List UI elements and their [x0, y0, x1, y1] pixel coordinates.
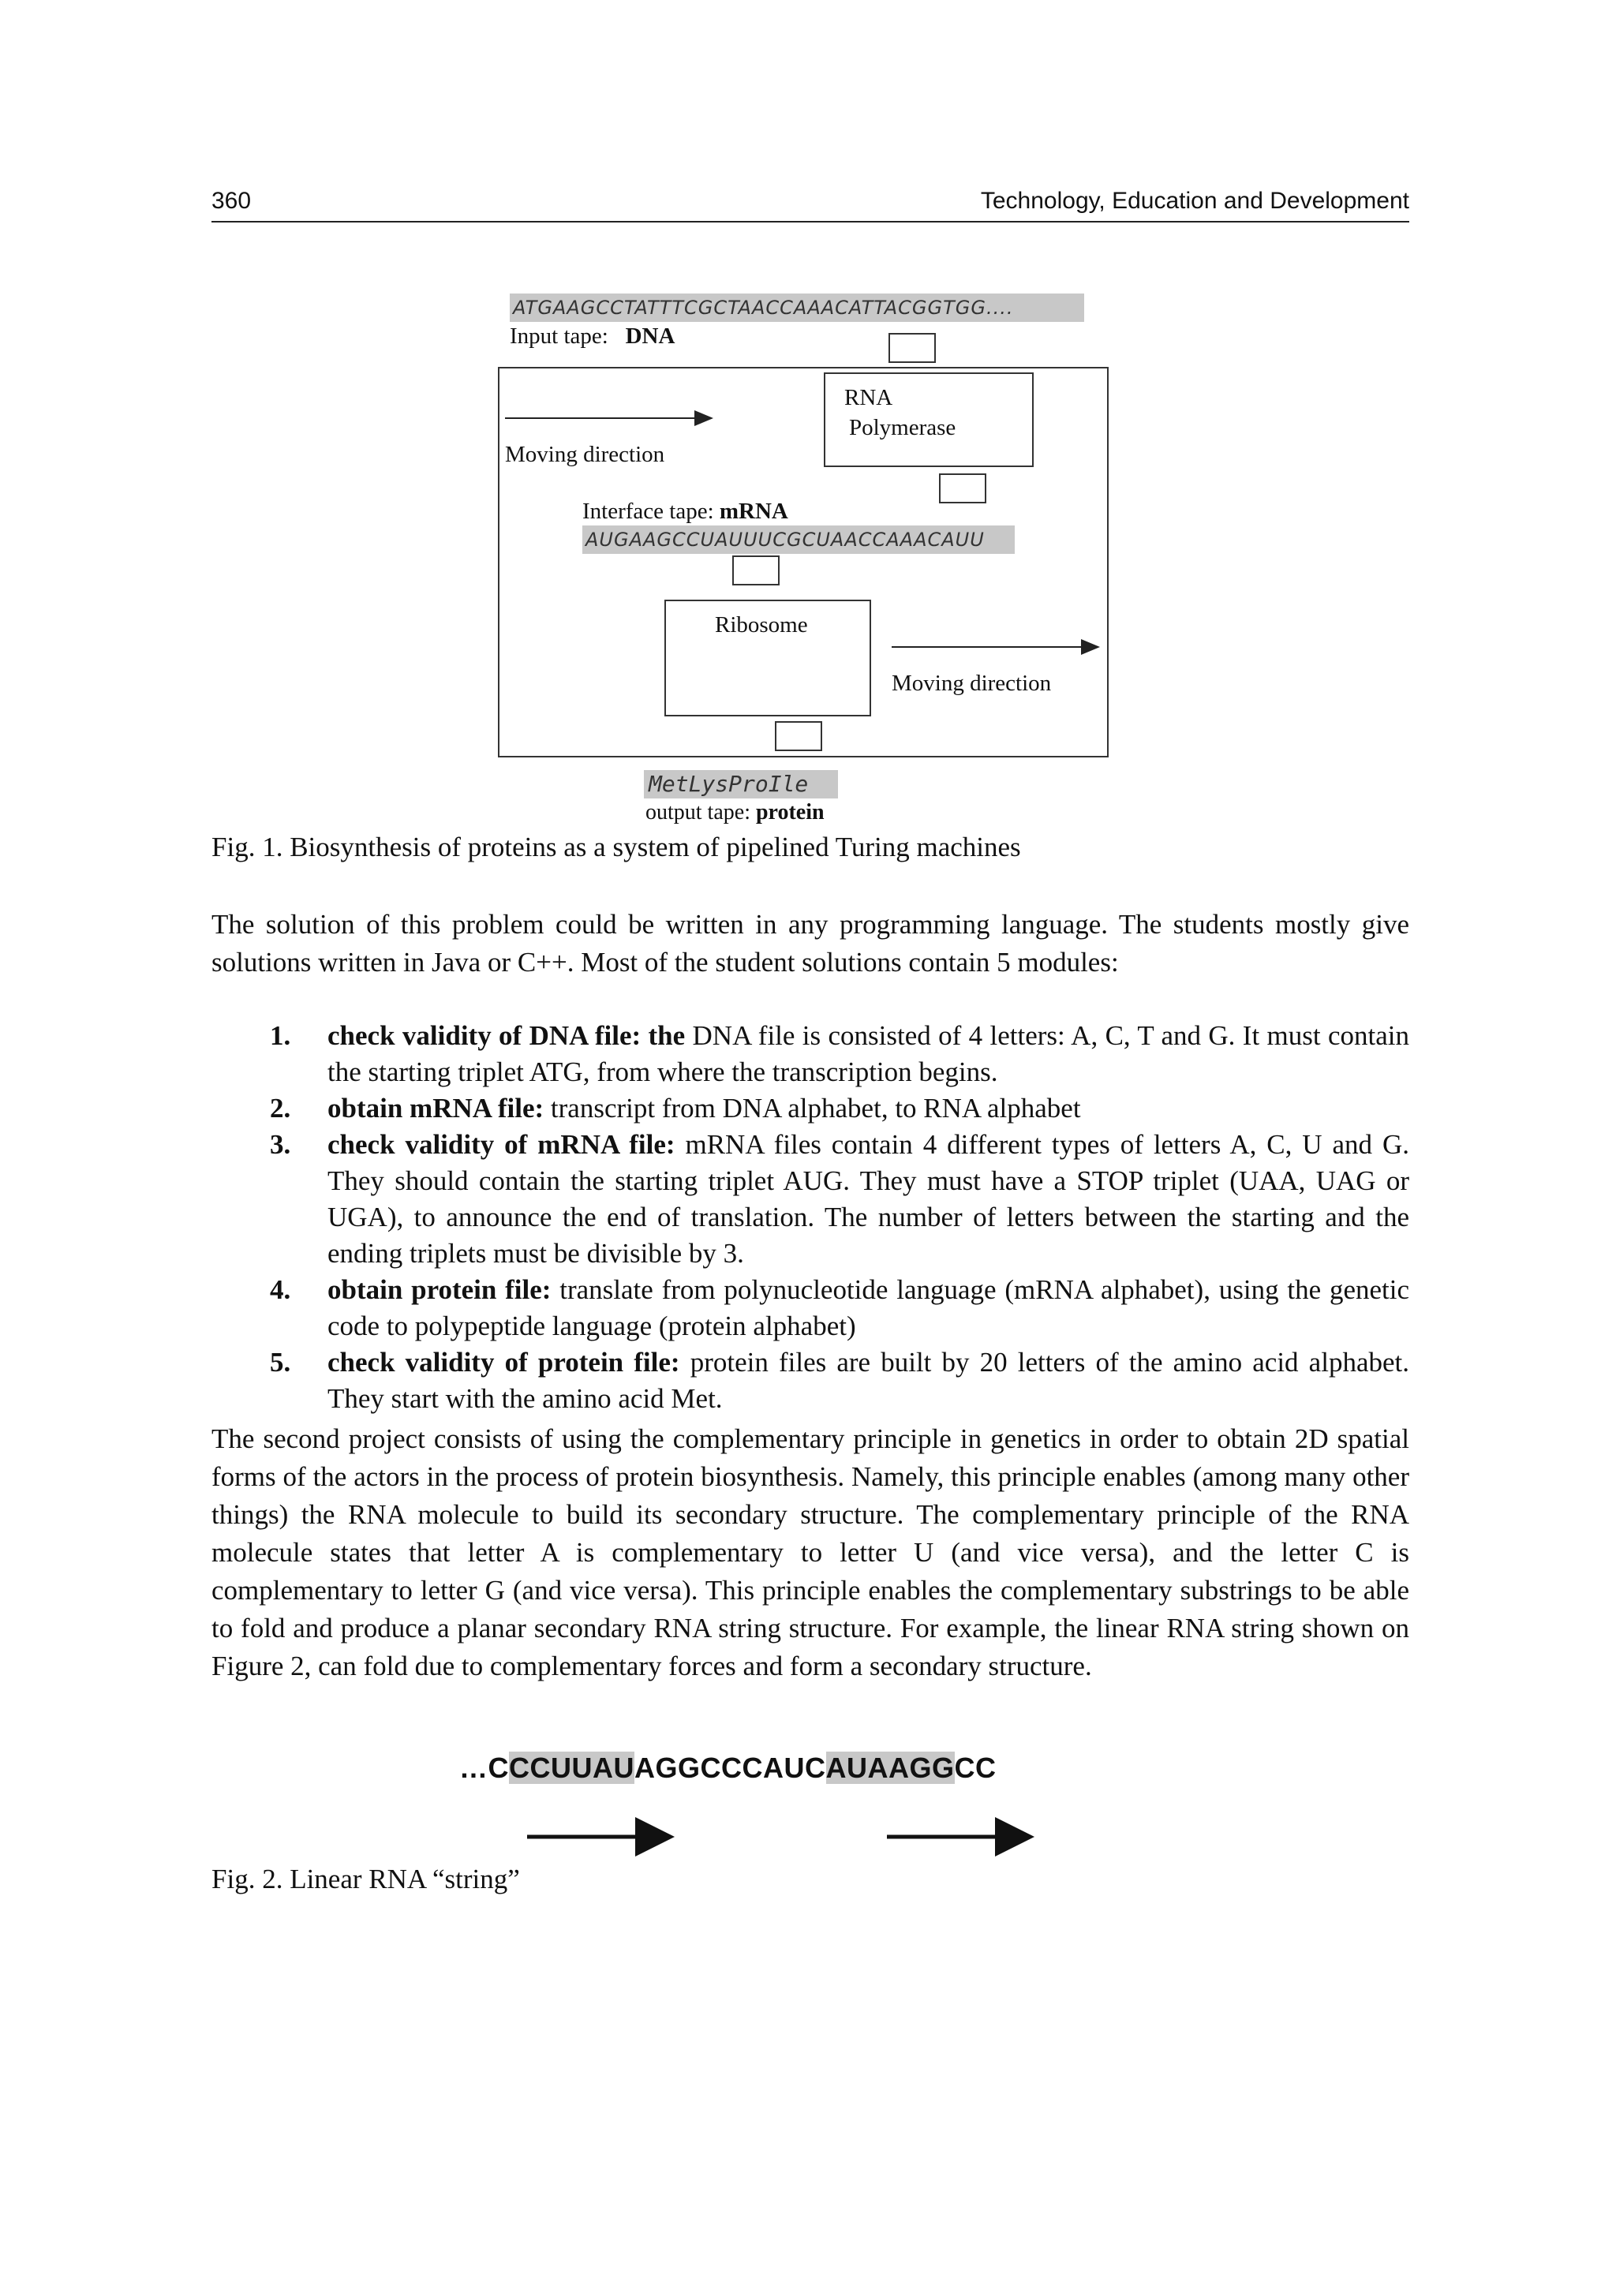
intro-paragraph: The solution of this problem could be written in any programming language. The students mostly give solutions written in Java or C++. Most of the student solutions contain 5 modules: — [211, 909, 1409, 978]
figure-1-caption: Fig. 1. Biosynthesis of proteins as a system of pipelined Turing machines — [211, 832, 1021, 862]
moving-direction-label-2: Moving direction — [892, 671, 1052, 696]
list-item: 2. obtain mRNA file: transcript from DNA alphabet, to RNA alphabet — [270, 1093, 1081, 1124]
list-item: 3. check validity of mRNA file: mRNA files contain 4 different types of letters A, C, U and G. They should contain the starting triplet AUG. They must have a STOP triplet (UAA, UAG or UGA), to announce the end of translation. The number of letters between the starting and the ending triplets must be divisible by 3. — [270, 1129, 1409, 1269]
modules-list — [211, 1018, 1409, 1417]
page-number: 360 — [211, 188, 252, 214]
output-tape-label: output tape: protein — [645, 800, 825, 825]
ribosome-output-head — [775, 721, 822, 751]
input-tape-label: Input tape: DNA — [510, 323, 675, 349]
running-title: Technology, Education and Development — [980, 188, 1409, 214]
figure-2-caption: Fig. 2. Linear RNA “string” — [211, 1864, 520, 1894]
complementary-segment-1: CCUUAU — [509, 1752, 634, 1784]
dna-input-tape: ATGAAGCCTATTTCGCTAACCAAACATTACGGTGG.... — [510, 294, 1084, 322]
input-tape-head — [888, 333, 936, 363]
interface-tape-label: Interface tape: mRNA — [582, 499, 788, 524]
second-paragraph: The second project consists of using the complementary principle in genetics in order to obtain 2D spatial forms of the actors in the process of protein biosynthesis. Namely, this principle enables (among many other things) the RNA molecule to build its secondary structure. The complementary principle of the RNA molecule states that letter A is complementary to letter U (and vice versa), and the letter C is complementary to letter G (and vice versa). This principle enables the complementary substrings to be able to fold and produce a planar secondary RNA string structure. For example, the linear RNA string shown on Figure 2, can fold due to complementary forces and form a secondary structure. — [211, 1423, 1409, 1681]
polymerase-output-head — [939, 473, 986, 503]
list-item: 1. check validity of DNA file: the DNA file is consisted of 4 letters: A, C, T and G. It must contain the starting triplet ATG, from where the transcription begins. — [270, 1020, 1409, 1087]
protein-output-tape: MetLysProIle — [644, 770, 838, 798]
interface-tape-head — [732, 555, 780, 585]
figure-1-diagram — [0, 0, 1616, 868]
list-item: 5. check validity of protein file: protein files are built by 20 letters of the amino acid alphabet. They start with the amino acid Met. — [270, 1347, 1409, 1414]
list-item: 4. obtain protein file: translate from polynucleotide language (mRNA alphabet), using the genetic code to polypeptide language (protein alphabet) — [270, 1274, 1409, 1341]
mrna-interface-tape: AUGAAGCCUAUUUCGCUAACCAAACAUU — [582, 525, 1015, 554]
ribosome-box: Ribosome — [664, 600, 871, 716]
complementary-segment-2: AUAAGG — [825, 1752, 955, 1784]
rna-polymerase-box: RNA Polymerase — [824, 372, 1034, 467]
linear-rna-string: …CCCUUAUAGGCCCAUCAUAAGGCC — [459, 1752, 997, 1784]
moving-direction-label-1: Moving direction — [505, 442, 665, 467]
figure-2-arrows — [0, 1815, 1616, 1862]
